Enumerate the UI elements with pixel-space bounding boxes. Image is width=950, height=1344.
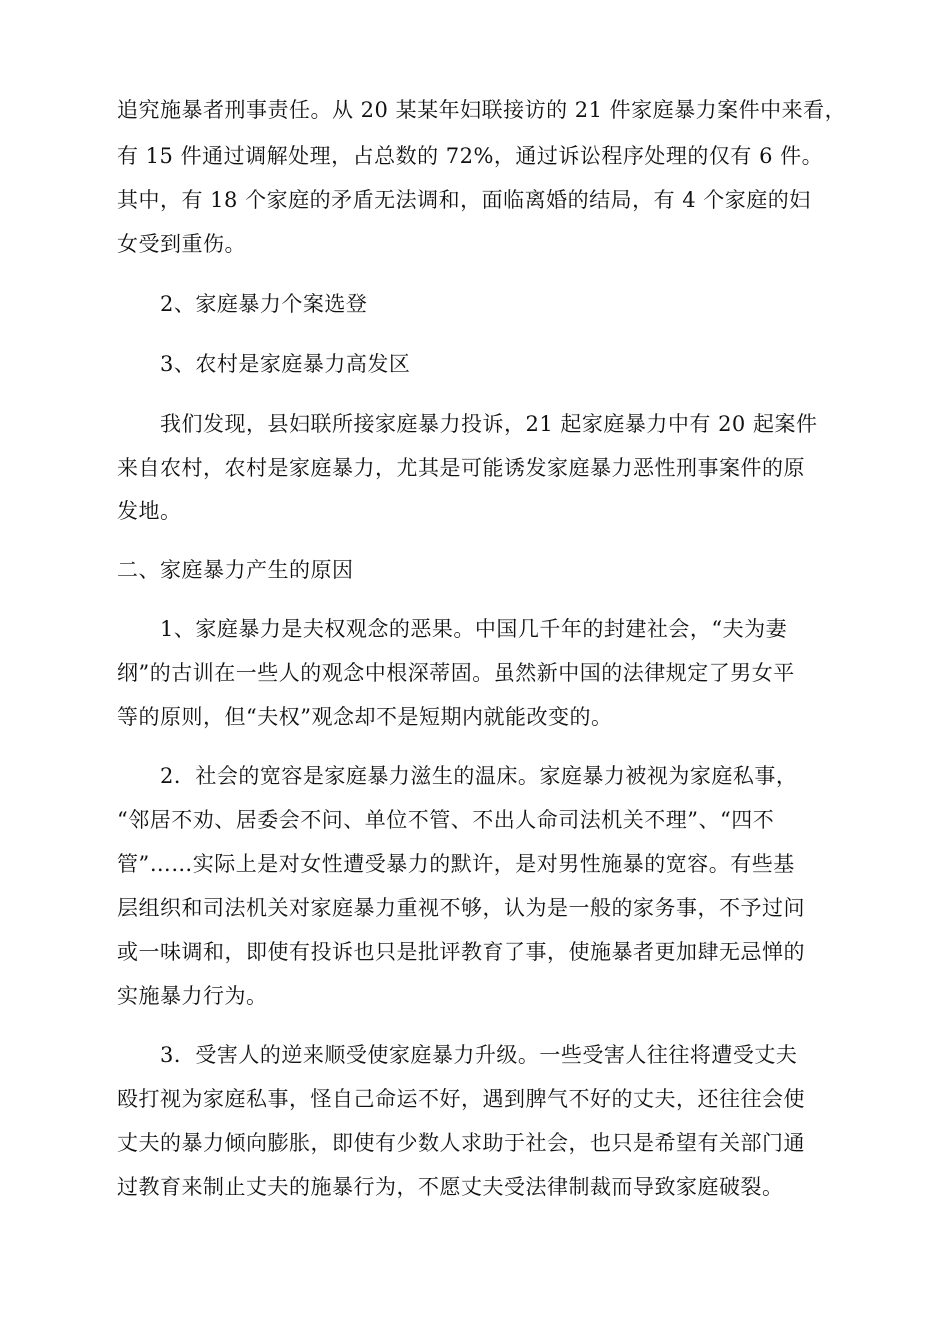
paragraph-2-line-3: 发地。 (117, 499, 182, 523)
paragraph-5-line-2: 殴打视为家庭私事，怪自己命运不好，遇到脾气不好的丈夫，还往往会使 (117, 1087, 805, 1111)
paragraph-2-line-2: 来自农村，农村是家庭暴力，尤其是可能诱发家庭暴力恶性刑事案件的原 (117, 456, 805, 480)
paragraph-1-line-3: 其中，有 18 个家庭的矛盾无法调和，面临离婚的结局，有 4 个家庭的妇 (117, 188, 811, 212)
paragraph-5-line-1: 3．受害人的逆来顺受使家庭暴力升级。一些受害人往往将遭受丈夫 (160, 1043, 798, 1067)
paragraph-3-line-1: 1、家庭暴力是夫权观念的恶果。中国几千年的封建社会，“夫为妻 (160, 617, 788, 641)
paragraph-3-line-2: 纲”的古训在一些人的观念中根深蒂固。虽然新中国的法律规定了男女平 (117, 661, 795, 685)
section-2-title: 二、家庭暴力产生的原因 (117, 558, 354, 582)
paragraph-4-line-5: 或一味调和，即使有投诉也只是批评教育了事，使施暴者更加肆无忌惮的 (117, 940, 805, 964)
heading-case-selection: 2、家庭暴力个案选登 (160, 292, 368, 316)
paragraph-5-line-3: 丈夫的暴力倾向膨胀，即使有少数人求助于社会，也只是希望有关部门通 (117, 1131, 805, 1155)
paragraph-1-line-1: 追究施暴者刑事责任。从 20 某某年妇联接访的 21 件家庭暴力案件中来看， (117, 98, 847, 122)
paragraph-4-line-3: 管”……实际上是对女性遭受暴力的默许，是对男性施暴的宽容。有些基 (117, 852, 795, 876)
paragraph-1-line-2: 有 15 件通过调解处理，占总数的 72%，通过诉讼程序处理的仅有 6 件。 (117, 144, 824, 168)
paragraph-4-line-6: 实施暴力行为。 (117, 984, 268, 1008)
paragraph-4-line-1: 2．社会的宽容是家庭暴力滋生的温床。家庭暴力被视为家庭私事， (160, 764, 798, 788)
heading-rural-high-incidence: 3、农村是家庭暴力高发区 (160, 352, 411, 376)
paragraph-4-line-2: “邻居不劝、居委会不问、单位不管、不出人命司法机关不理”、“四不 (117, 808, 775, 832)
paragraph-1-line-4: 女受到重伤。 (117, 232, 246, 256)
paragraph-3-line-3: 等的原则，但“夫权”观念却不是短期内就能改变的。 (117, 705, 613, 729)
paragraph-2-line-1: 我们发现，县妇联所接家庭暴力投诉，21 起家庭暴力中有 20 起案件 (160, 412, 818, 436)
paragraph-5-line-4: 过教育来制止丈夫的施暴行为，不愿丈夫受法律制裁而导致家庭破裂。 (117, 1175, 784, 1199)
paragraph-4-line-4: 层组织和司法机关对家庭暴力重视不够，认为是一般的家务事，不予过问 (117, 896, 805, 920)
